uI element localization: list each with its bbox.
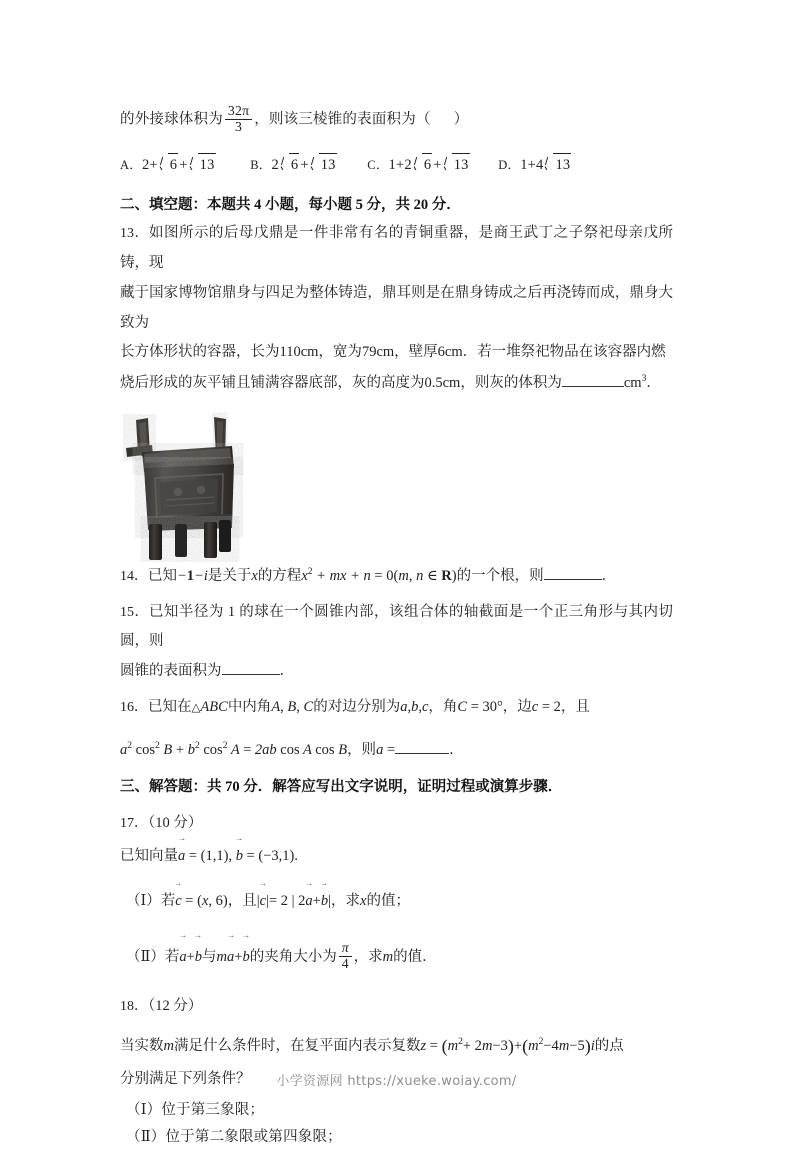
- q15-line-1: [120, 598, 673, 657]
- option-c-label: C．: [367, 157, 389, 172]
- q14-equation: $x^2$ + mx + n = 0: [301, 566, 394, 584]
- sqrt-13-d: 13: [544, 153, 571, 176]
- q17-part2-d: ，求: [353, 948, 383, 965]
- q13-thickness-value: 6cm: [437, 344, 463, 361]
- q18-item2-label: （Ⅱ）: [126, 1128, 166, 1145]
- q13-figure-wrap: [120, 410, 673, 562]
- q12-fraction-denominator: 3: [235, 118, 243, 134]
- footer-watermark[interactable]: 小学资源网 https://xueke.woiay.com/: [276, 1074, 517, 1089]
- q13-text-3b: ，宽为: [318, 344, 362, 361]
- q14-period: ．: [601, 567, 617, 584]
- q15-period: ．: [279, 663, 294, 680]
- q17-part1-label: （Ⅰ）: [126, 892, 161, 909]
- q13-width-value: 79cm: [361, 344, 395, 361]
- q16-period: ．: [449, 742, 464, 759]
- q17-part2-c: 的夹角大小为: [249, 948, 337, 965]
- q12-stem-close: ）: [453, 111, 469, 128]
- q15-answer-blank[interactable]: [222, 674, 280, 675]
- q13-answer-blank[interactable]: [562, 386, 624, 387]
- q17-part-2: [120, 939, 673, 975]
- q18-var-m: m: [163, 1038, 174, 1055]
- q17-part2-vector-2: ma →+b →: [217, 949, 250, 965]
- q13-text-4a: 烧后形成的灰平铺且铺满容器底部，灰的高度为: [120, 375, 425, 391]
- q13-ash-height-value: 0.5cm: [424, 375, 461, 391]
- q13-line-3: [120, 338, 673, 368]
- q12-stem-before: 的外接球体积为: [120, 111, 223, 128]
- bronze-ding-image: [122, 412, 258, 562]
- q12-fraction-numerator: 32π: [225, 104, 252, 120]
- q18-line-1: [120, 1028, 673, 1065]
- q17-number: 17．: [120, 816, 148, 832]
- q17-angle-fraction: [339, 941, 352, 972]
- q17-angle-numerator: π: [339, 941, 352, 957]
- q14-text-d: 的一个根，则: [456, 567, 544, 584]
- q16-text-1a: 已知在: [148, 698, 192, 715]
- q15-number: 15．: [120, 604, 149, 620]
- option-b[interactable]: B．2 6 + 13: [250, 157, 341, 173]
- q17-part1-equation: |c →|= 2 | 2a →+b →|: [257, 893, 331, 909]
- q16-number: 16．: [120, 699, 148, 715]
- sqrt-6-c: 6: [413, 153, 432, 176]
- q17-vectors: a → = (1,1), b → = (−3,1): [178, 848, 294, 864]
- q17-part2-vector-1: a →+b →: [179, 949, 202, 965]
- q17-part-1: [120, 886, 673, 917]
- q17-part2-a: 若: [164, 948, 180, 965]
- q13-line-2: [120, 279, 673, 338]
- q15-text-2: 圆锥的表面积为: [120, 663, 222, 680]
- q13-unit-exponent: 3: [641, 373, 647, 385]
- q14-text-b: 是关于: [207, 567, 252, 584]
- q17-stem: [120, 841, 673, 872]
- q16-text-1c: 的对边分别为: [313, 698, 401, 715]
- q16-answer-blank[interactable]: [395, 753, 449, 754]
- q17-points: （10 分）: [148, 815, 203, 832]
- q12-stem-after: ，则该三棱锥的表面积为（: [254, 111, 431, 128]
- q13-text-3a: 长方体形状的容器，长为: [120, 344, 280, 361]
- q17-part1-e: 的值；: [366, 892, 410, 909]
- q17-part2-var: m: [382, 948, 394, 965]
- q16-angle-c-value: C = 30°: [457, 698, 503, 715]
- option-a[interactable]: A．2+ 6 + 13: [120, 157, 220, 173]
- q13-period: ．: [646, 375, 661, 391]
- section-two-heading: 二、填空题：本题共 4 小题，每小题 5 分，共 20 分．: [120, 197, 461, 214]
- q12-stem-line: [120, 104, 673, 135]
- q16-sides: a,b,c: [400, 698, 429, 715]
- q15-line-2: [120, 657, 673, 687]
- q16-angles: A, B, C: [271, 698, 314, 715]
- q13-text-4b: ，则灰的体积为: [460, 375, 562, 391]
- q18-item-2: [120, 1124, 673, 1151]
- q18-text-1b: 满足什么条件时，在复平面内表示复数: [173, 1038, 421, 1055]
- q13-line-1: [120, 219, 673, 278]
- option-b-label: B．: [250, 157, 272, 172]
- q17-part1-d: ，求: [331, 892, 361, 909]
- option-d[interactable]: D．1+4 13: [498, 157, 572, 173]
- sqrt-6-a: 6: [159, 153, 178, 176]
- q18-text-2: 分别满足下列条件？: [120, 1071, 251, 1088]
- q13-length-value: 110cm: [279, 344, 319, 361]
- q14-text-c: 的方程: [257, 567, 302, 584]
- q16-text-2b: ，则: [347, 742, 377, 759]
- q17-part2-label: （Ⅱ）: [126, 948, 165, 965]
- q14-answer-blank[interactable]: [544, 579, 602, 580]
- sqrt-6-b: 6: [280, 153, 299, 176]
- q17-part1-a: 若: [160, 892, 176, 909]
- q13-text-2: 藏于国家博物馆鼎身与四足为整体铸造，鼎耳则是在鼎身铸成之后再浇铸而成，鼎身大致为: [120, 284, 673, 331]
- ding-handle-left: [126, 418, 153, 457]
- q16-text-1d: ，角: [428, 698, 458, 715]
- q18-text-1a: 当实数: [120, 1038, 164, 1055]
- q14-line: [120, 562, 673, 592]
- q17-part1-var: x: [360, 892, 367, 909]
- q13-text-3d: ．若一堆祭祀物品在该容器内燃: [462, 344, 666, 361]
- q12-volume-fraction: [225, 104, 252, 135]
- q18-points: （12 分）: [148, 998, 203, 1015]
- sqrt-13-b: 13: [310, 153, 337, 176]
- q17-part2-e: 的值．: [393, 948, 437, 965]
- q17-vector-c: c → = (x, 6): [175, 893, 227, 909]
- q16-line-2: [120, 736, 673, 766]
- q13-text-1: 如图所示的后母戊鼎是一件非常有名的青铜重器，是商王武丁之子祭祀母亲戊所铸，现: [120, 225, 674, 272]
- q17-angle-denominator: 4: [341, 955, 349, 971]
- q16-triangle: △ABC: [191, 698, 228, 715]
- q14-text-a: 已知: [148, 567, 177, 584]
- sqrt-13-a: 13: [189, 153, 216, 176]
- q16-text-1f: ，且: [560, 698, 590, 715]
- q13-unit: cm: [623, 375, 642, 391]
- q18-complex-expression: $z = (m^2+ 2m-3)+(m^2-4m-5)i$: [420, 1036, 595, 1057]
- q16-side-c-value: c = 2: [531, 698, 561, 715]
- q18-item2-text: 位于第二象限或第四象限；: [165, 1128, 342, 1145]
- q18-text-1c: 的点: [594, 1038, 624, 1055]
- q16-text-1b: 中内角: [227, 698, 272, 715]
- q18-item1-text: 位于第三象限；: [161, 1101, 265, 1118]
- q17-part2-b: 与: [202, 948, 217, 965]
- page-content: [120, 104, 673, 1151]
- q12-options-row: [120, 153, 673, 176]
- q12-answer-parens: [431, 112, 454, 128]
- q14-variable-x: x: [251, 567, 258, 584]
- q18-item-1: [120, 1097, 673, 1124]
- sqrt-13-c: 13: [443, 153, 470, 176]
- q13-number: 13．: [120, 226, 149, 242]
- q13-line-4: [120, 368, 673, 400]
- q16-equation: $a^2$ $\cos^2 B + b^2$ $\cos^2 A = 2ab$ cos A cos B: [120, 740, 348, 759]
- option-c[interactable]: C．1+2 6 + 13: [367, 157, 474, 173]
- option-a-label: A．: [120, 157, 142, 172]
- option-d-label: D．: [498, 157, 521, 172]
- q17-stem-text: 已知向量: [120, 848, 178, 865]
- q14-root-value: −1−i: [177, 567, 208, 584]
- q18-number: 18．: [120, 999, 148, 1015]
- q17-header: [120, 809, 673, 839]
- q18-item1-label: （Ⅰ）: [126, 1101, 162, 1118]
- q17-period: .: [294, 848, 298, 865]
- q14-number: 14．: [120, 568, 148, 584]
- section-three-heading: 三、解答题：共 70 分．解答应写出文字说明，证明过程或演算步骤．: [120, 779, 563, 796]
- q16-line-1: [120, 693, 673, 723]
- q14-condition: (m, n ∈ R): [393, 567, 457, 584]
- q15-text-1: 已知半径为 1 的球在一个圆锥内部，该组合体的轴截面是一个正三角形与其内切圆，则: [120, 603, 674, 650]
- q13-text-3c: ，壁厚: [394, 344, 438, 361]
- q18-header: [120, 992, 673, 1022]
- q17-part1-b: ，且: [227, 892, 257, 909]
- q16-text-1e: ，边: [502, 698, 532, 715]
- q16-answer-var: a =: [376, 742, 396, 759]
